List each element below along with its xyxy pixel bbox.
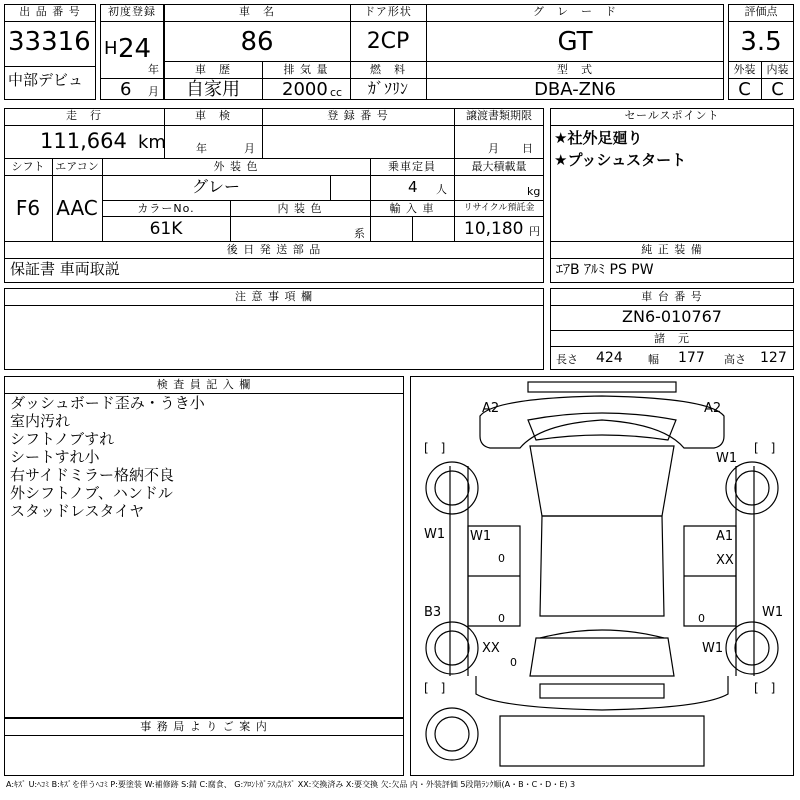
ext-label: 外装 xyxy=(733,63,756,76)
later-parts-value: 保証書 車両取説 xyxy=(10,260,120,278)
int-grade: C xyxy=(771,79,784,100)
grade-label: グ レ ー ド xyxy=(533,5,617,18)
history-value: 自家用 xyxy=(186,79,240,100)
inspector-line: シフトノブすれ xyxy=(10,430,115,448)
damage-mark: 0 xyxy=(498,552,505,565)
lot-number: 33316 xyxy=(8,27,91,57)
damage-mark: W1 xyxy=(762,605,784,620)
office-label: 事 務 局 よ り ご 案 内 xyxy=(140,720,268,733)
transfer-label: 譲渡書類期限 xyxy=(466,109,532,122)
damage-mark: 0 xyxy=(698,612,705,625)
capacity-unit: 人 xyxy=(436,183,447,196)
recycle-unit: 円 xyxy=(529,225,540,238)
damage-mark: 0 xyxy=(510,656,517,669)
inspection-month-unit: 月 xyxy=(244,142,255,155)
inspector-line: シートすれ小 xyxy=(10,448,100,466)
damage-mark: W1 xyxy=(702,641,724,656)
recycle-label: リサイクル預託金 xyxy=(463,203,535,213)
damage-mark: W1 xyxy=(716,451,738,466)
right-side xyxy=(736,466,754,676)
int-label: 内装 xyxy=(766,63,789,76)
grade-value: GT xyxy=(557,27,593,57)
equipment-value: ｴｱB ｱﾙﾐ PS PW xyxy=(556,262,654,278)
colorno-value: 61K xyxy=(149,219,183,239)
wheel-front-left xyxy=(426,462,478,514)
wheel-rear-right xyxy=(726,622,778,674)
color-value: グレー xyxy=(191,177,240,196)
wheel-front-right xyxy=(726,462,778,514)
car-name-label: 車 名 xyxy=(239,5,275,18)
hood xyxy=(530,446,674,516)
color-label: 外 装 色 xyxy=(213,160,259,173)
displacement-value: 2000 xyxy=(282,79,328,100)
transfer-day-unit: 日 xyxy=(522,142,533,155)
car-diagram xyxy=(410,376,794,776)
reg-year: 24 xyxy=(118,34,152,64)
damage-mark: XX xyxy=(716,553,734,568)
inspection-year-unit: 年 xyxy=(196,142,207,155)
later-parts-label: 後 日 発 送 部 品 xyxy=(226,243,322,256)
intcolor-label: 内 装 色 xyxy=(277,202,323,215)
fuel-value: ｶﾞｿﾘﾝ xyxy=(367,79,408,98)
height-value: 127 xyxy=(760,350,787,366)
bracket-mark: [ ] xyxy=(424,441,446,455)
bracket-mark: [ ] xyxy=(754,441,776,455)
ext-grade: C xyxy=(738,79,751,100)
reg-year-unit: 年 xyxy=(148,63,159,76)
capacity-label: 乗車定員 xyxy=(388,160,436,173)
displacement-unit: cc xyxy=(330,86,343,99)
debut-label: 中部デビュ xyxy=(8,71,84,89)
model-value: DBA-ZN6 xyxy=(534,79,616,100)
sales-point: ★社外足廻り xyxy=(554,129,643,147)
bracket-mark: [ ] xyxy=(754,681,776,695)
lot-label: 出 品 番 号 xyxy=(19,5,81,18)
dims-label: 諸 元 xyxy=(654,332,690,345)
reg-month: 6 xyxy=(120,79,132,100)
damage-mark: 0 xyxy=(498,612,505,625)
recycle-value: 10,180 xyxy=(464,219,524,239)
mileage-unit: km xyxy=(138,132,166,153)
damage-mark: W1 xyxy=(470,529,492,544)
intcolor-unit: 系 xyxy=(354,227,365,240)
bracket-mark: [ ] xyxy=(424,681,446,695)
mileage-value: 111,664 xyxy=(40,129,127,153)
import-label: 輸 入 車 xyxy=(389,202,435,215)
damage-mark: W1 xyxy=(424,527,446,542)
notes-label: 注 意 事 項 欄 xyxy=(235,290,313,303)
chassis-value: ZN6-010767 xyxy=(622,307,722,326)
height-label: 高さ xyxy=(724,353,746,366)
score-label: 評価点 xyxy=(744,5,778,18)
mileage-label: 走 行 xyxy=(66,109,102,122)
damage-mark: B3 xyxy=(424,605,442,620)
windshield xyxy=(528,413,676,440)
inspector-line: 室内汚れ xyxy=(10,412,71,430)
shift-label: シフト xyxy=(11,160,45,173)
colorno-label: カラーNo. xyxy=(137,202,195,215)
cabin xyxy=(540,516,664,616)
transfer-month-unit: 月 xyxy=(488,142,499,155)
shift-value: F6 xyxy=(15,196,41,220)
load-unit: kg xyxy=(527,185,541,198)
door-label: ドア形状 xyxy=(364,5,412,18)
legend: A:ｷｽﾞ U:ﾍｺﾐ B:ｷｽﾞを伴うﾍｺﾐ P:要塗装 W:補修跡 S:錆 C:腐食、 G:ﾌﾛﾝﾄｶﾞﾗｽ点ｷｽﾞ XX:交換済み X:要交換 欠:欠品 内・外装評価 5段階ﾗﾝｸ順(A・B・C・D・E) 3 xyxy=(6,780,576,789)
car-name: 86 xyxy=(240,27,274,57)
fuel-label: 燃 料 xyxy=(370,63,406,76)
model-label: 型 式 xyxy=(557,63,593,76)
regno-label: 登 録 番 号 xyxy=(327,109,389,122)
left-side xyxy=(450,466,468,676)
capacity-value: 4 xyxy=(408,178,418,196)
chassis-label: 車 台 番 号 xyxy=(641,290,703,303)
ac-value: AAC xyxy=(56,196,98,220)
damage-mark: A2 xyxy=(704,401,722,416)
inspection-label: 車 検 xyxy=(195,109,231,122)
history-label: 車 歴 xyxy=(195,63,231,76)
inspector-line: ダッシュボード歪み・うき小 xyxy=(10,394,205,412)
damage-mark: A1 xyxy=(716,529,734,544)
score-value: 3.5 xyxy=(740,27,782,57)
first-reg-label: 初度登録 xyxy=(108,5,156,18)
width-label: 幅 xyxy=(648,353,659,366)
inspector-line: スタッドレスタイヤ xyxy=(10,502,145,520)
displacement-label: 排 気 量 xyxy=(283,63,329,76)
reg-month-unit: 月 xyxy=(148,85,159,98)
rear-deck xyxy=(530,638,674,676)
front-outline xyxy=(480,396,724,448)
era: H xyxy=(104,38,118,59)
inspector-line: 右サイドミラー格納不良 xyxy=(10,466,174,484)
wheel-rear-left xyxy=(426,622,478,674)
ac-label: エアコン xyxy=(55,160,99,173)
damage-mark: A2 xyxy=(482,401,500,416)
rear-trunk xyxy=(500,716,704,766)
spare-wheel xyxy=(426,708,478,760)
rear-outline xyxy=(476,676,728,710)
front-bumper xyxy=(528,382,676,392)
width-value: 177 xyxy=(678,350,705,366)
sales-points-label: セールスポイント xyxy=(624,109,720,122)
length-value: 424 xyxy=(596,350,623,366)
roof-curve xyxy=(540,630,664,638)
inspector-label: 検 査 員 記 入 欄 xyxy=(156,378,252,391)
equipment-label: 純 正 装 備 xyxy=(641,243,703,256)
inspector-line: 外シフトノブ、ハンドル xyxy=(10,484,173,502)
damage-mark: XX xyxy=(482,641,500,656)
length-label: 長さ xyxy=(556,353,578,366)
door-value: 2CP xyxy=(366,29,410,54)
sales-point: ★プッシュスタート xyxy=(554,151,687,169)
load-label: 最大積載量 xyxy=(471,160,527,173)
rear-bumper xyxy=(540,684,664,698)
